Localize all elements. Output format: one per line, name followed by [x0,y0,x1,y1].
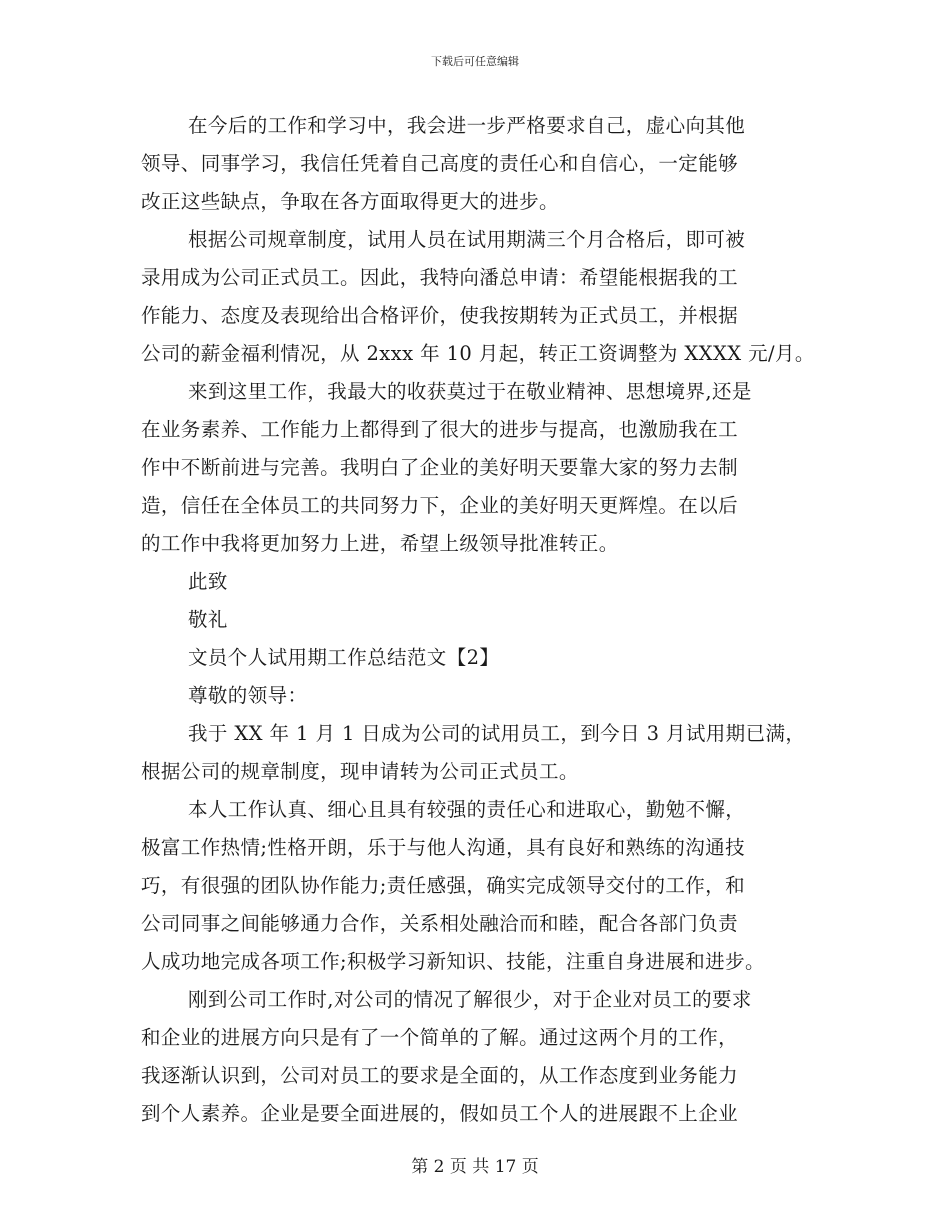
text-line: 根据公司的规章制度，现申请转为公司正式员工。 [141,760,579,783]
text-line: 我于 XX 年 1 月 1 日成为公司的试用员工，到今日 3 月试用期已满， [188,722,806,745]
text-line: 录用成为公司正式员工。因此，我特向潘总申请：希望能根据我的工 [141,266,739,289]
text-line: 公司同事之间能够通力合作，关系相处融洽而和睦，配合各部门负责 [141,912,739,935]
text-line: 来到这里工作，我最大的收获莫过于在敬业精神、思想境界,还是 [188,380,752,403]
text-line: 根据公司规章制度，试用人员在试用期满三个月合格后，即可被 [188,228,746,251]
page-number: 第 2 页 共 17 页 [411,1157,539,1177]
greeting: 尊敬的领导： [188,684,308,707]
section-title: 文员个人试用期工作总结范文【2】 [188,646,500,669]
text-line: 刚到公司工作时,对公司的情况了解很少，对于企业对员工的要求 [188,988,752,1011]
text-line: 的工作中我将更加努力上进，希望上级领导批准转正。 [141,532,619,555]
text-line: 造，信任在全体员工的共同努力下，企业的美好明天更辉煌。在以后 [141,494,739,517]
page-header: 下载后可任意编辑 [431,55,519,68]
text-line: 在今后的工作和学习中，我会进一步严格要求自己，虚心向其他 [188,114,746,137]
text-line: 到个人素养。企业是要全面进展的，假如员工个人的进展跟不上企业 [141,1102,739,1125]
text-line: 作能力、态度及表现给出合格评价，使我按期转为正式员工，并根据 [141,304,739,327]
text-line: 我逐渐认识到，公司对员工的要求是全面的，从工作态度到业务能力 [141,1064,739,1087]
text-line: 人成功地完成各项工作;积极学习新知识、技能，注重自身进展和进步。 [141,950,765,973]
text-line: 在业务素养、工作能力上都得到了很大的进步与提高，也激励我在工 [141,418,739,441]
text-line: 和企业的进展方向只是有了一个简单的了解。通过这两个月的工作， [141,1026,739,1049]
text-line: 领导、同事学习，我信任凭着自己高度的责任心和自信心，一定能够 [141,152,739,175]
text-line: 本人工作认真、细心且具有较强的责任心和进取心，勤勉不懈， [188,798,746,821]
salutation-closing: 此致 [188,570,228,593]
text-line: 巧，有很强的团队协作能力;责任感强，确实完成领导交付的工作，和 [141,874,745,897]
text-line: 作中不断前进与完善。我明白了企业的美好明天要靠大家的努力去制 [141,456,739,479]
text-line: 改正这些缺点，争取在各方面取得更大的进步。 [141,190,559,213]
text-line: 公司的薪金福利情况，从 2xxx 年 10 月起，转正工资调整为 XXXX 元/月。 [141,342,815,365]
salutation-regards: 敬礼 [188,608,228,631]
text-line: 极富工作热情;性格开朗，乐于与他人沟通，具有良好和熟练的沟通技 [141,836,745,859]
